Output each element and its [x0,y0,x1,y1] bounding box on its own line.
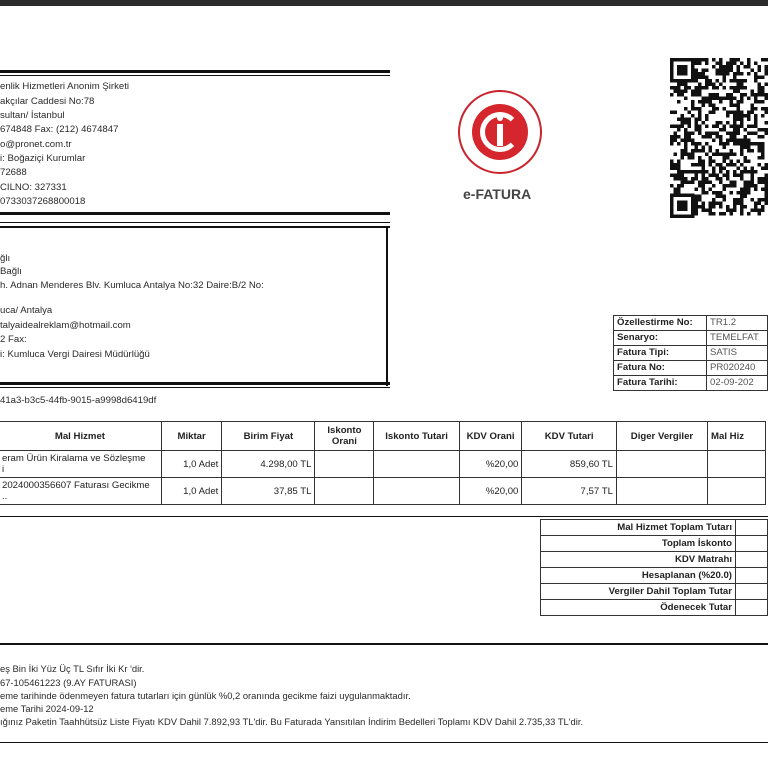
gib-logo-mark [472,104,528,160]
item-kdv-tutari: 859,60 TL [522,451,617,478]
note-line: ığınız Paketin Taahhütsüz Liste Fiyatı KDV Dahil 7.892,93 TL'dir. Bu Faturada Yansıtılan İndirim Bedelleri Toplamı KDV Dahil 2.735,33 TL'dir. [0,716,584,727]
table-row [0,478,766,505]
totals-row [541,568,768,584]
buyer-line: i: Kumluca Vergi Dairesi Müdürlüğü [0,349,150,360]
buyer-line: 2 Fax: [0,334,27,345]
qr-code [670,58,768,218]
item-iskonto-tutari [374,451,459,478]
seller-bottom-rule [0,212,390,215]
info-value: TEMELFAT [706,331,767,346]
info-value: TR1.2 [706,316,767,331]
items-table [0,421,766,505]
item-miktar: 1,0 Adet [161,451,222,478]
info-value: 02-09-202 [706,376,767,391]
seller-line: 72688 [0,167,27,178]
totals-label: Hesaplanan (%20.0) [541,568,736,584]
totals-value [736,584,768,600]
col-iskonto-orani-line2: Orani [331,436,357,447]
totals-value [736,568,768,584]
item-birim-fiyat: 37,85 TL [222,478,315,505]
logo-i-icon [497,124,503,146]
seller-line: i: Boğaziçi Kurumlar [0,153,86,164]
info-key: Özellestirme No: [614,316,707,331]
buyer-box-top [0,222,390,223]
item-description [0,451,161,478]
item-miktar: 1,0 Adet [161,478,222,505]
totals-label: Vergiler Dahil Toplam Tutar [541,584,736,600]
totals-row [541,520,768,536]
totals-label: Toplam İskonto [541,536,736,552]
seller-line: o@pronet.com.tr [0,139,72,150]
notes-top-rule [0,643,768,645]
buyer-line: talyaidealreklam@hotmail.com [0,320,131,331]
col-mal-hizmet-tutari: Mal Hiz [708,422,766,451]
info-row [614,316,768,331]
col-diger-vergiler: Diger Vergiler [616,422,707,451]
totals-value [736,520,768,536]
buyer-box-right [386,226,388,386]
col-birim-fiyat: Birim Fiyat [222,422,315,451]
col-kdv-orani: KDV Orani [459,422,522,451]
note-line: 67-105461223 (9.AY FATURASI) [0,677,137,688]
col-iskonto-tutari: Iskonto Tutari [374,422,459,451]
buyer-box-bottom [0,382,390,385]
note-line: eme Tarihi 2024-09-12 [0,703,94,714]
seller-line: sultan/ İstanbul [0,110,65,121]
seller-line: CILNO: 327331 [0,182,67,193]
buyer-line: Bağlı [0,266,22,277]
item-diger-vergiler [616,451,707,478]
col-iskonto-orani [315,422,374,451]
item-tutar [708,478,766,505]
col-mal-hizmet: Mal Hizmet [0,422,161,451]
item-kdv-tutari: 7,57 TL [522,478,617,505]
col-iskonto-orani-line1: Iskonto [327,425,362,436]
ettn-value: 41a3-b3c5-44fb-9015-a9998d6419df [0,395,157,406]
gib-logo [458,90,542,174]
totals-value [736,552,768,568]
item-desc-line2: .. [2,491,8,502]
col-miktar: Miktar [161,422,222,451]
window-top-bar [0,0,768,6]
totals-row [541,552,768,568]
seller-line: akçılar Caddesi No:78 [0,96,95,107]
info-key: Senaryo: [614,331,707,346]
notes-bottom-rule [0,742,768,743]
note-line: eme tarihinde ödenmeyen fatura tutarları için günlük %0,2 oranında gecikme faizi uygulanmaktadır. [0,690,411,701]
table-row [0,451,766,478]
qr-code-image [670,58,768,218]
totals-value [736,536,768,552]
buyer-line: uca/ Antalya [0,305,53,316]
item-desc-line1: eram Ürün Kiralama ve Sözleşme [2,453,146,464]
info-key: Fatura No: [614,361,707,376]
logo-dot-icon [497,115,503,121]
totals-label: Ödenecek Tutar [541,600,736,616]
info-key: Fatura Tarihi: [614,376,707,391]
efatura-title: e-FATURA [463,186,532,202]
totals-row [541,536,768,552]
invoice-info-table [613,315,768,391]
seller-line: 0733037268800018 [0,196,86,207]
buyer-line: h. Adnan Menderes Blv. Kumluca Antalya No:32 Daire:B/2 No: [0,280,264,291]
totals-row [541,584,768,600]
items-bottom-rule [0,516,768,517]
seller-line: enlik Hizmetleri Anonim Şirketi [0,81,130,92]
buyer-box-top-thick [0,226,390,228]
totals-value [736,600,768,616]
item-iskonto-tutari [374,478,459,505]
item-iskonto-orani [315,478,374,505]
totals-row [541,600,768,616]
totals-table [540,519,768,616]
item-kdv-orani: %20,00 [459,451,522,478]
info-value: SATIS [706,346,767,361]
item-tutar [708,451,766,478]
note-line: eş Bin İki Yüz Üç TL Sıfır İki Kr 'dir. [0,663,145,674]
items-header-row [0,422,766,451]
seller-line: 674848 Fax: (212) 4674847 [0,124,119,135]
buyer-box-bottom-thin [0,387,390,388]
item-desc-line1: 2024000356607 Faturası Gecikme [2,480,150,491]
buyer-line: ğlı [0,253,11,264]
info-key: Fatura Tipi: [614,346,707,361]
col-kdv-tutari: KDV Tutari [522,422,617,451]
seller-top-rule [0,70,390,73]
item-diger-vergiler [616,478,707,505]
item-kdv-orani: %20,00 [459,478,522,505]
item-desc-line2: i [2,464,5,475]
item-iskonto-orani [315,451,374,478]
info-row [614,376,768,391]
totals-label: Mal Hizmet Toplam Tutarı [541,520,736,536]
item-birim-fiyat: 4.298,00 TL [222,451,315,478]
info-row [614,346,768,361]
item-description [0,478,161,505]
info-row [614,361,768,376]
info-value: PR020240 [706,361,767,376]
totals-label: KDV Matrahı [541,552,736,568]
seller-top-rule-thin [0,75,390,76]
info-row [614,331,768,346]
